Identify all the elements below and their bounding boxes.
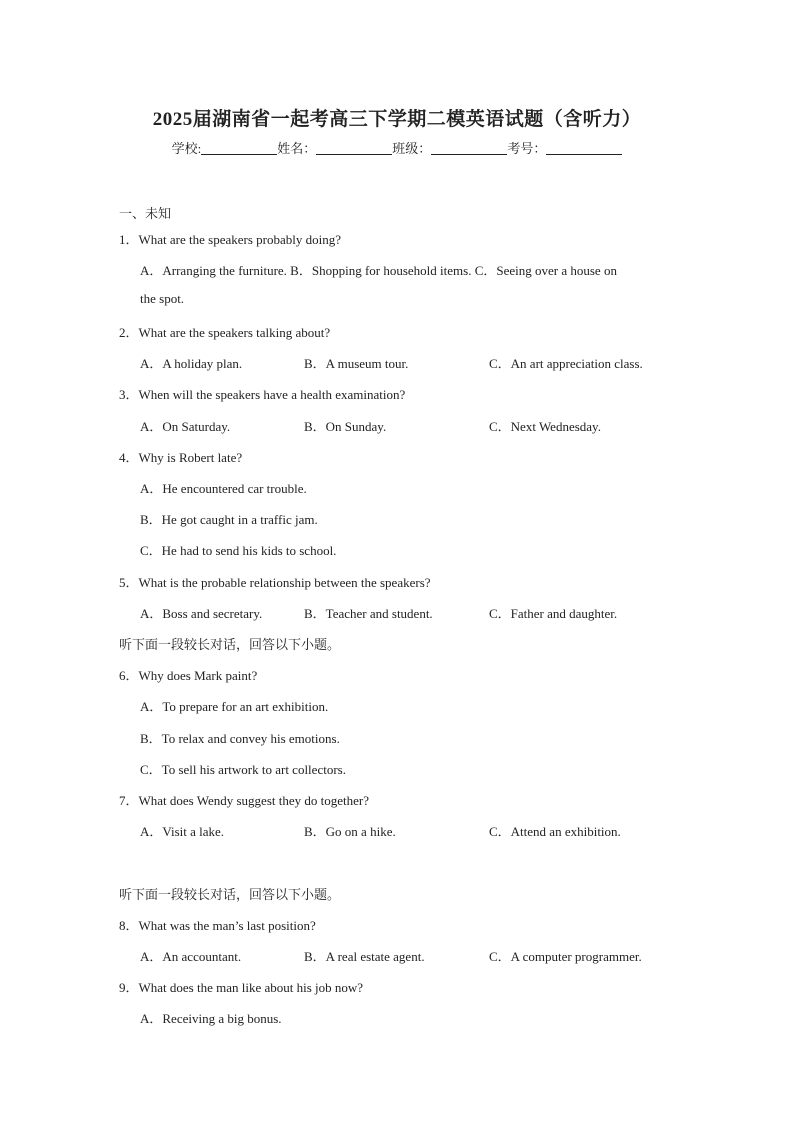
option-c: C．Attend an exhibition. (489, 824, 621, 839)
option-a: A．A holiday plan. (140, 356, 243, 371)
question-options-continued: the spot. (140, 291, 185, 306)
option-a: A．To prepare for an art exhibition. (140, 699, 329, 714)
class-label: 班级： (392, 141, 432, 156)
option-a: A．An accountant. (140, 949, 242, 964)
option-b: B．On Sunday. (304, 419, 387, 434)
number-label: 考号： (507, 141, 547, 156)
question-stem: 2．What are the speakers talking about? (119, 325, 331, 340)
question-stem: 1．What are the speakers probably doing? (119, 232, 342, 247)
option-c: C．An art appreciation class. (489, 356, 643, 371)
option-c: C．He had to send his kids to school. (140, 543, 337, 558)
option-a: A．Visit a lake. (140, 824, 225, 839)
option-b: B．To relax and convey his emotions. (140, 731, 340, 746)
class-blank[interactable] (431, 141, 507, 155)
option-c: C．To sell his artwork to art collectors. (140, 762, 346, 777)
option-b: B．Teacher and student. (304, 606, 433, 621)
name-blank[interactable] (316, 141, 392, 155)
option-a: A．Receiving a big bonus. (140, 1011, 282, 1026)
question-stem: 6．Why does Mark paint? (119, 668, 258, 683)
option-c: C．A computer programmer. (489, 949, 642, 964)
option-b: B．He got caught in a traffic jam. (140, 512, 318, 527)
section-heading: 一、未知 (119, 206, 172, 221)
student-info-line (0, 138, 794, 157)
question-stem: 4．Why is Robert late? (119, 450, 243, 465)
option-a: A．Boss and secretary. (140, 606, 263, 621)
question-options: A．Arranging the furniture. B．Shopping for household items. C．Seeing over a house on (140, 263, 617, 278)
number-blank[interactable] (546, 141, 622, 155)
option-a: A．He encountered car trouble. (140, 481, 307, 496)
option-c: C．Next Wednesday. (489, 419, 601, 434)
question-stem: 9．What does the man like about his job now? (119, 980, 364, 995)
name-label: 姓名： (277, 141, 317, 156)
listening-instruction: 听下面一段较长对话，回答以下小题。 (119, 637, 341, 652)
school-blank[interactable] (201, 141, 277, 155)
option-a: A．On Saturday. (140, 419, 231, 434)
page-title: 2025届湖南省一起考高三下学期二模英语试题（含听力） (152, 109, 642, 130)
question-stem: 3．When will the speakers have a health examination? (119, 387, 406, 402)
option-b: B．A museum tour. (304, 356, 409, 371)
question-stem: 7．What does Wendy suggest they do together? (119, 793, 369, 808)
listening-instruction: 听下面一段较长对话，回答以下小题。 (119, 887, 341, 902)
question-stem: 8．What was the man’s last position? (119, 918, 316, 933)
option-b: B．A real estate agent. (304, 949, 425, 964)
question-stem: 5．What is the probable relationship between the speakers? (119, 575, 431, 590)
option-c: C．Father and daughter. (489, 606, 618, 621)
school-label: 学校: (171, 141, 202, 156)
option-b: B．Go on a hike. (304, 824, 396, 839)
